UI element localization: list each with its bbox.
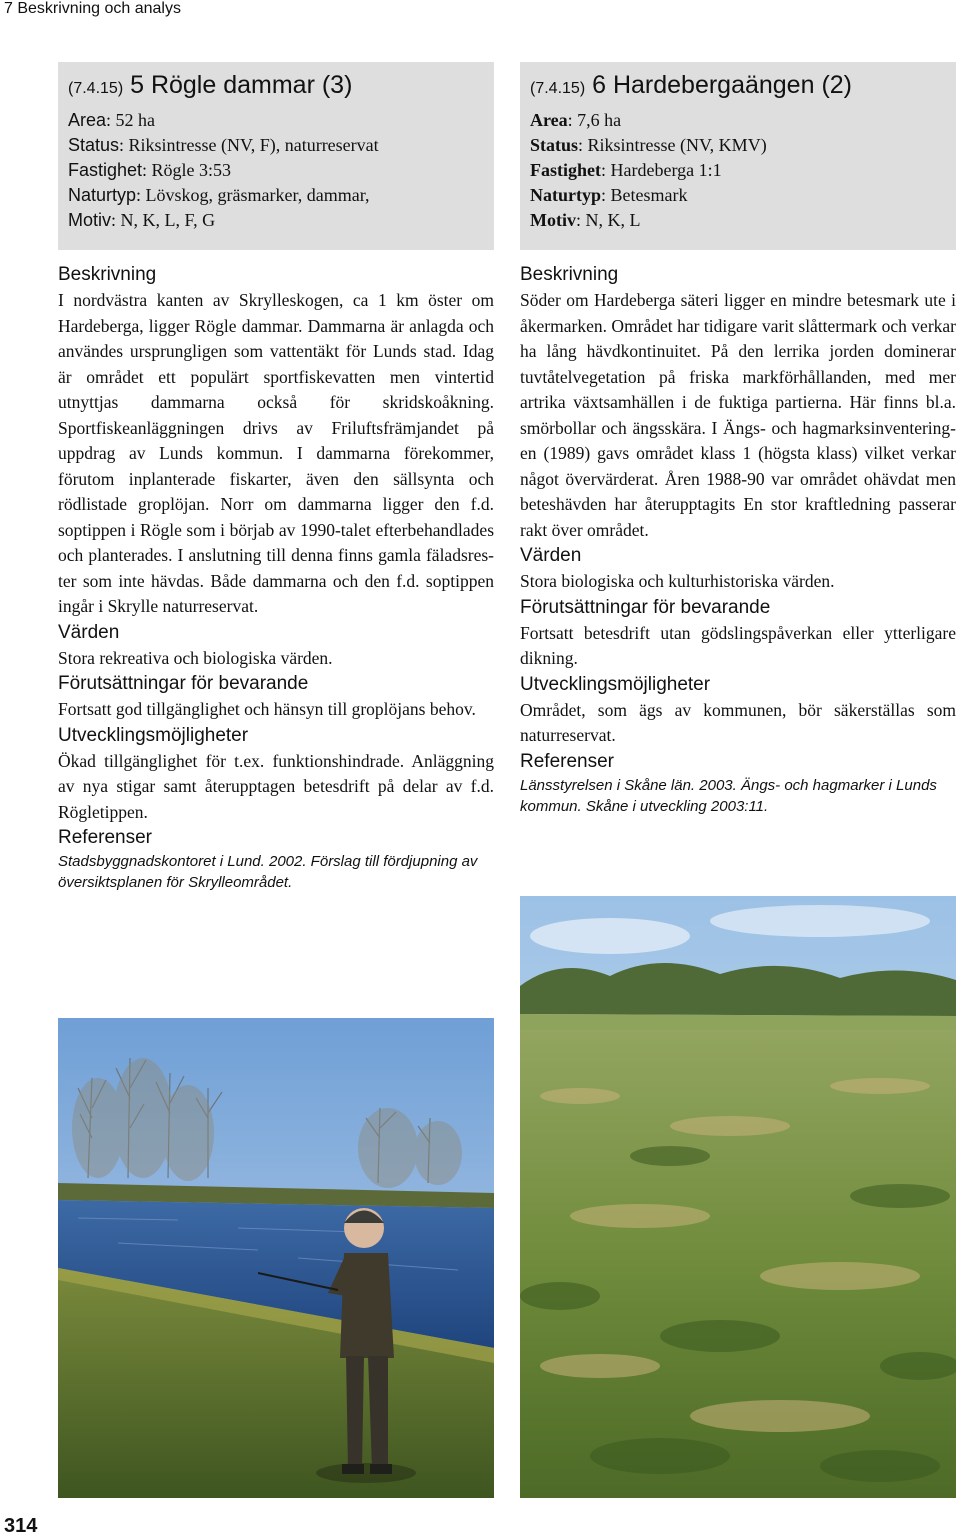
text-forutsattningar: Fortsatt betesdrift utan gödslingspåverkan eller ytterligare dikning. [520,622,956,668]
heading-referenser: Referenser [520,750,614,772]
page-number: 314 [4,1515,38,1537]
text-beskrivning: Söder om Hardeberga säteri ligger en mindre betesmark ute i åkermarken. Området har tidigare varit slåttermark och verkar ha lång hävdkontinuitet. På den lerrika jorden dominerar tuvtåtelvegetation på friska markförhållanden, med mer artrika växtsamhällen i de fuktiga partierna. Här finns bl.a. smörbollar och ängsskära. I Ängs- och hagmarksinventeringen (1989) gavs området klass 1 (högsta klass) vilket verkar något övervärderat. Åren 1988-90 var området ohävdat men beteshävden har återupptagits En stor kraftledning passerar rakt över området. [520,290,956,540]
fact-fastighet: Fastighet: Rögle 3:53 [68,160,232,180]
running-head: 7 Beskrivning och analys [4,0,181,17]
heading-utveckling: Utvecklingsmöjligheter [520,673,711,695]
section-number: (7.4.15) [68,80,124,97]
heading-referenser: Referenser [58,827,152,848]
section-title-text: 6 Hardebergaängen (2) [592,71,852,99]
photo-pasture-meadow [520,896,956,1498]
fact-status: Status: Riksintresse (NV, F), naturreservat [68,135,379,155]
section-title [68,68,484,106]
photo-fishing-pond [58,1018,494,1498]
text-forutsattningar: Fortsatt god tillgänglighet och hänsyn till groplöjans behov. [58,699,476,719]
fact-motiv: Motiv: N, K, L, F, G [68,210,216,230]
section-title [530,68,946,106]
fact-area: Area: 52 ha [68,110,156,130]
section-number: (7.4.15) [530,80,586,97]
fact-area: Area: 7,6 ha [530,110,622,130]
heading-utveckling: Utvecklingsmöjligheter [58,724,249,746]
left-column [58,62,494,893]
fact-motiv: Motiv: N, K, L [530,210,641,230]
heading-beskrivning: Beskrivning [58,264,157,285]
text-varden: Stora rekreativa och biologiska värden. [58,647,333,668]
text-varden: Stora biologiska och kulturhistoriska värden. [520,571,835,591]
fact-naturtyp: Naturtyp: Lövskog, gräsmarker, dammar, [68,185,370,205]
fact-naturtyp: Naturtyp: Betesmark [530,185,688,205]
fact-fastighet: Fastighet: Hardeberga 1:1 [530,160,722,180]
fact-box [58,62,494,250]
text-referenser: Stadsbyggnadskontoret i Lund. 2002. Förslag till fördjupning av översiktsplanen för Skrylleområdet. [58,853,478,891]
heading-beskrivning: Beskrivning [520,264,619,285]
right-column [520,62,956,817]
text-beskrivning: I nordvästra kanten av Skrylleskogen, ca 1 km öster om Hardeberga, ligger Rögle dammar. Dammarna är anlagda och användes ursprungligen som vattentäkt för Lunds stad. Idag är området ett populärt sportfiskevatten men vintertid utnyttjas dammarna också för skridskoåkning. Sportfiskeanläggningen drivs av Friluftsfrämjandet på uppdrag av Lunds kommun. I dammarna förekommer, förutom inplanterade fiskarter, även den sällsynta och rödlistade groplöjan. Norr om dammarna ligger den f.d. soptippen i Rögle som i börjab av 1990-talet efterbehandlades och planterades. I anslutning till denna finns gamla fäladsrester som inte hävdas. Både dammarna och den f.d. soptippen ingår i Skrylle naturreservat. [58,290,494,616]
section-title-text: 5 Rögle dammar (3) [130,71,353,99]
heading-varden: Värden [520,545,582,566]
heading-varden: Värden [58,621,120,643]
description-section [58,262,494,893]
text-utveckling: Området, som ägs av kommunen, bör säkerställas som naturreservat. [520,699,956,745]
heading-forutsattningar: Förutsättningar för bevarande [58,673,309,694]
fact-box [520,62,956,250]
description-section [520,262,956,817]
heading-forutsattningar: Förutsättningar för bevarande [520,596,771,618]
fact-status: Status: Riksintresse (NV, KMV) [530,135,767,155]
text-utveckling: Ökad tillgänglighet för t.ex. funktionshindrade. Anläggning av nya stigar samt återupptagen betesdrift på delar av f.d. Rögletippen. [58,750,494,822]
text-referenser: Länsstyrelsen i Skåne län. 2003. Ängs- och hagmarker i Lunds kommun. Skåne i utveckling 2003:11. [520,776,937,815]
